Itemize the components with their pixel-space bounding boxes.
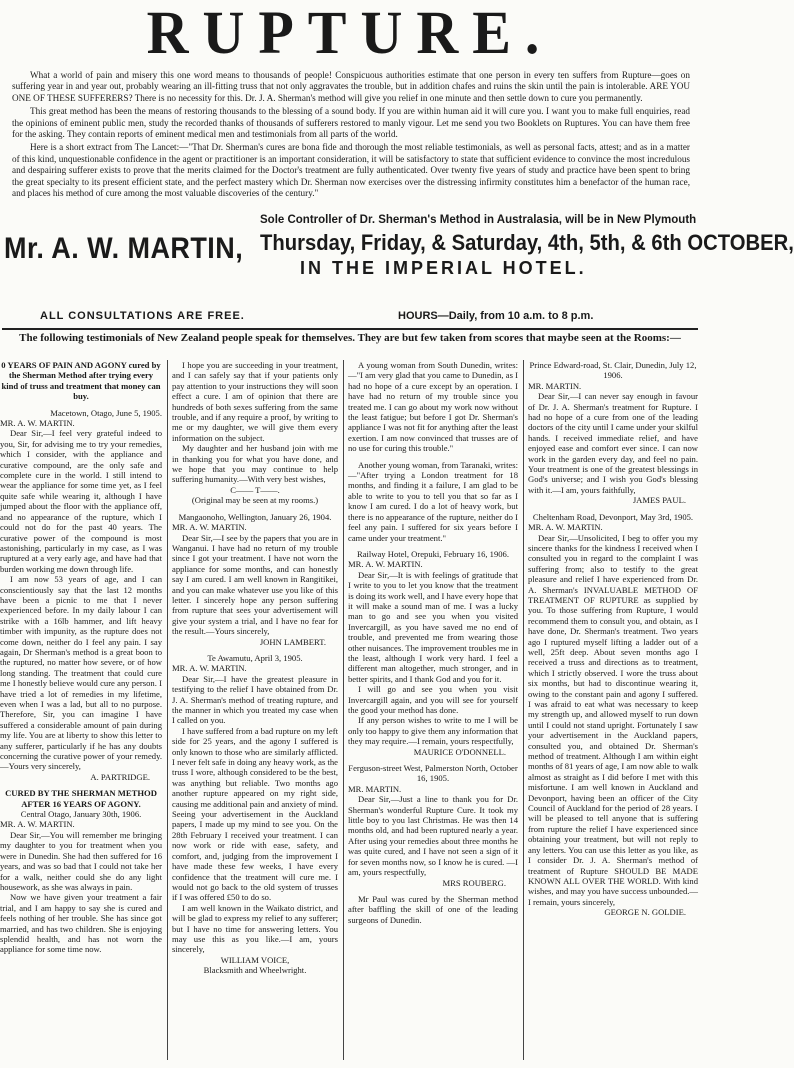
testimonial-body: Dear Sir,—Just a line to thank you for Dr. Sherman's wonderful Rupture Cure. It took my little boy to you last Christmas. He was then 14 months old, and had been ruptured nearly a year. After using your remedies about three months he was quite cured, and I have not seen a sign of it for seven months now, so I know he is cured. —I am, yours respectfully, — [348, 794, 518, 878]
testimonial-place: Central Otago, January 30th, 1906. — [20, 809, 142, 820]
testimonial-salutation: MR. A. W. MARTIN. — [0, 418, 75, 429]
testimonial-body: Dear Sir,—I feel very grateful indeed to you, Sir, for advising me to try your remedies, which I consider, with the appliance and curative compound, are the only safe and complete cure in the world. I still intend to wear the appliance for some time yet, as I feel quite safe while wearing it, although I have jumped about the floor with the appliance off, and no appearance of the rupture, which I could not do for the past 40 years. The curative power of the compound is most astonishing, particularly in my case, as I was ruptured at a very early age, and have had that burden working me down through life. — [0, 428, 162, 574]
testimonial-place: Ferguson-street West, Palmerston North, October 16, 1905. — [348, 763, 518, 784]
testimonial-signature: C—— T——. — [230, 484, 280, 495]
testimonial-salutation: MR. MARTIN. — [348, 783, 402, 794]
testimonial-salutation: MR. A. W. MARTIN. — [0, 819, 75, 830]
testimonial-body: I am well known in the Waikato district, and will be glad to express my relief to any sufferer; but I have no time for answering letters. You may use this as you like.—I am, yours sincerely, — [172, 902, 338, 955]
testimonial-body: A young woman from South Dunedin, writes:—"I am very glad that you came to Dunedin, as I had no hope of a cure except by an operation. I have had no return of my trouble since you treated me. I can go about my work now without the least fatigue; but before I got Dr. Sherman's appliance I was not fit for anything after the least exertion. I am now convinced that trusses are of no use for curing this trouble." — [348, 360, 518, 454]
testimonial-place: Prince Edward-road, St. Clair, Dunedin, July 12, 1906. — [529, 360, 697, 381]
testimonial-body: My daughter and her husband join with me in thanking you for what you have done, and we hope that you may continue to help suffering humanity.—With very best wishes, — [172, 443, 338, 485]
testimonial-place: Mangaonoho, Wellington, January 26, 1904. — [178, 511, 332, 522]
column-4 — [528, 360, 698, 1068]
testimonial-body: Dear Sir,—I have the greatest pleasure in testifying to the relief I have obtained from Dr. J. A. Sherman's method of treating rupture, and the manner in which you treated my case when I called on you. — [172, 673, 338, 726]
testimonial-body: Dear Sir,—You will remember me bringing my daughter to you for treatment when you were in Dunedin. She had then suffered for 16 years, and was so bad that I could not take her for a walk, neither could she do any light housework, as she was always in pain. — [0, 829, 162, 892]
column-2 — [172, 360, 338, 1068]
testimonial-body: Dear Sir,—I see by the papers that you are in Wanganui. I have had no return of my trouble since I got your treatment. I have not worn the appliance for some months, and can honestly say I am cured. I am well known in Rangitikei, and you can make whatever use you like of this letter. I sincerely hope any person suffering from rupture that sees your advertisement will give your system a trial, and I have no fear for the result.—Yours sincerely, — [172, 532, 338, 637]
testimonial-salutation: MR. A. W. MARTIN. — [528, 522, 603, 533]
testimonials-columns — [0, 360, 700, 1068]
testimonial-signature: MAURICE O'DONNELL. — [413, 746, 506, 757]
column-3 — [348, 360, 518, 1068]
headline: RUPTURE. — [146, 0, 554, 67]
column-1 — [0, 360, 162, 1068]
testimonial-place: Railway Hotel, Orepuki, February 16, 1906. — [356, 548, 510, 559]
testimonial-signature: JOHN LAMBERT. — [259, 636, 326, 647]
testimonial-signature: JAMES PAUL. — [632, 495, 686, 506]
martin-announcement — [4, 214, 794, 292]
testimonial-body: Dear Sir,—Unsolicited, I beg to offer you my sincere thanks for the kindness I received when I consulted you in regard to the complaint I was suffering from; also to testify to the great pleasure and relief I have experienced from Dr. A. Sherman's INVALUABLE METHOD OF TREATMENT OF RUPTURE as supplied by you. To those suffering from Rupture, I would recommend them to consult you, and obtain, as I have done, Dr. Sherman's treatment. Two years ago I ruptured myself lifting a ladder out of a well, 25ft deep. About seven months ago I received a truss and directions as to treatment, which I strictly observed. I wore the truss about six months, but had to discontinue wearing it, owing to the constant pain and agony I suffered. I was afraid to eat what was necessary to keep my strength up, and allowed myself to run down until I could not stand upright. Fortunately I saw your advertisement in the Auckland papers, consulted you, and obtained Dr. Sherman's method of treatment. Although I am within eight months of 81 years of age, I am now able to walk almost as straight as I did before I met with this misfortune. I am well known in Auckland and Devonport, having been an officer of the City Council of Auckland for the period of 28 years. I will be pleased to tell anyone that is suffering from rupture the relief I have experienced since obtaining your treatment, but will not reply to any letters. You can use this letter as you like, as I consider Dr. J. A. Sherman's method of treatment of Rupture SHOULD BE MADE KNOWN ALL OVER THE WORLD. With kind wishes, and may you have success unbounded.—I remain, yours sincerely, — [528, 532, 698, 907]
lancet-extract: Here is a short extract from The Lancet:—"That Dr. Sherman's cures are bona fide and thorough the most reliable testimonials, as well as personal facts, attest; and as in a matter of this kind, unquestionable confidence in the agent or practitioner is an important consideration, it will be satisfactory to state that sufficient evidence to convince the most incredulous and despairing sufferer exists to prove that the merits claimed for the Doctor's treatment are fully authenticated. Over twenty five years of study and practice have been spent to bring the great specialty to its present efficient state, and the perfect mastery which Dr. Sherman now exercises over the distressing infirmity constitutes him a benefactor of the human race, and places his method of cure among the most valuable discoveries of the century." — [12, 142, 690, 199]
testimonial-place: Macetown, Otago, June 5, 1905. — [50, 407, 162, 418]
testimonial-body: Now we have given your treatment a fair trial, and I am happy to say she is cured and feels nothing of her trouble. She has since got married, and has two children. She is enjoying splendid health, and has not worn the appliance for some time now. — [0, 892, 162, 955]
testimonial-salutation: MR. MARTIN. — [528, 380, 582, 391]
testimonial-heading: 0 YEARS OF PAIN AND AGONY cured by the Sherman Method after trying every kind of truss and treatment that money can buy. — [1, 360, 161, 402]
consultations-notice: ALL CONSULTATIONS ARE FREE. — [40, 310, 245, 322]
testimonial-signature: WILLIAM VOICE, — [220, 954, 290, 965]
testimonial-signature: GEORGE N. GOLDIE. — [604, 907, 686, 918]
testimonial-signature: A. PARTRIDGE. — [90, 771, 150, 782]
testimonial-signature: MRS ROUBERG. — [442, 877, 506, 888]
testimonial-body: Mr Paul was cured by the Sherman method after baffling the skill of one of the leading surgeons of Dunedin. — [348, 893, 518, 925]
testimonial-body: Another young woman, from Taranaki, writes:—"After trying a London treatment for 18 months, and finding it a failure, I am glad to be able to write to you to tell you that so far as I know I am cured. I do a lot of heavy work, but there is no appearance of the rupture, neither do I feel any pain. I suffered for six years before I came under your treatment." — [348, 459, 518, 543]
testimonial-body: If any person wishes to write to me I will be only too happy to give them any information that they may require.—I remain, yours respectfully, — [348, 715, 518, 747]
testimonial-signature-title: Blacksmith and Wheelwright. — [203, 965, 307, 976]
testimonial-salutation: MR. A. W. MARTIN. — [172, 663, 247, 674]
testimonial-body: I will go and see you when you visit Invercargill again, and you will see for yourself the good your method has done. — [348, 684, 518, 715]
testimonial-body: I have suffered from a bad rupture on my left side for 25 years, and the agony I suffered is only known to those who are similarly afflicted. I never felt safe in doing any heavy work, as the truss I wore, although considered to be the best, was anything but reliable. Two months ago another rupture appeared on my right side, causing me additional pain and anxiety of mind. Seeing your advertisement in the Auckland papers, I made up my mind to see you. On the 28th February I received your treatment. I can now work or ride with ease, safety, and comfort, and, judging from the improvement I have made these few weeks, I have every confidence that the treatment will cure me. I would not go back to the old system of trusses if I was offered £50 to do so. — [172, 725, 338, 903]
divider — [2, 328, 698, 330]
testimonial-note: (Original may be seen at my rooms.) — [191, 495, 319, 506]
martin-name: Mr. A. W. MARTIN, — [4, 232, 244, 265]
testimonial-salutation: MR. A. W. MARTIN. — [348, 559, 423, 570]
testimonial-body: I am now 53 years of age, and I can conscientiously say that the last 12 months have been a picnic to me that I never experienced before. In my daily labour I can strike with a 16lb hammer, and lift heavy timber with impunity, as the rupture does not come down, neither do I feel any pain. I say again, Dr Sherman's method is a great boon to the ruptured, no matter how severe, or of how long standing. The treatment that could cure me I honestly believe would cure any person. I have tried a lot of remedies in my lifetime, even when I was a lad, but all to no purpose. Therefore, Sir, you can imagine I have suffered a considerable amount of pain during my life. You are at liberty to show this letter to any sufferer, particularly if he has any doubts concerning the curative power of your remedy.—Yours very sincerely, — [0, 574, 162, 772]
testimonial-salutation: MR. A. W. MARTIN. — [172, 522, 247, 533]
testimonial-place: Te Awamutu, April 3, 1905. — [207, 652, 303, 663]
visit-dates: Thursday, Friday, & Saturday, 4th, 5th, & 6th OCTOBER, — [260, 230, 794, 255]
intro-paragraph: What a world of pain and misery this one word means to thousands of people! Conspicuous authorities estimate that one person in every ten suffers from Rupture—goes on suffering year in and year out, probably wearing an ill-fitting truss that not only aggravates the trouble, but in addition chafes and ruins the skin until the pain is intolerable. ARE YOU ONE OF THESE SUFFERERS? There is no necessity for this. Dr. J. A. Sherman's method will give you relief in one minute and then settle down to cure you permanently. — [12, 70, 690, 103]
testimonial-body: I hope you are succeeding in your treatment, and I can safely say that if your patients only pay attention to your instructions they will soon effect a cure. I am of opinion that there are hundreds of both sexes suffering from the same trouble, and if any require a proof, by writing to me or my daughter, we will give them every information on the subject. — [172, 360, 338, 443]
testimonial-place: Cheltenham Road, Devonport, May 3rd, 1905. — [532, 511, 694, 522]
testimonial-heading: CURED BY THE SHERMAN METHOD AFTER 16 YEARS OF AGONY. — [5, 788, 157, 809]
testimonial-body: Dear Sir,—It is with feelings of gratitude that I write to you to let you know that the treatment is doing its work well, and I have every hope that it will make a sound man of me. I was a lucky man to go and see you when you visited Invercargill, as you have saved me no end of trouble, and prevented me from wearing those other nuisances. The improvement troubles me in the least, although I work very hard. I feel a different man altogether, much stronger, and in better spirits, and I thank God and you for it. — [348, 569, 519, 684]
hours-notice: HOURS—Daily, from 10 a.m. to 8 p.m. — [398, 310, 594, 322]
martin-role: Sole Controller of Dr. Sherman's Method in Australasia, will be in New Plymouth — [260, 214, 697, 226]
intro-paragraph: This great method has been the means of restoring thousands to the blessing of a sound body. If you are within human aid it will cure you. I want you to make full enquiries, read the opinions of eminent public men, study the recorded thanks of thousands of sufferers restored to manly vigour. Let me send you two Booklets on Ruptures. You can have them free for the asking. They contain reports of eminent medical men and testimonials from all parts of the world. — [12, 106, 690, 140]
testimonial-body: Dear Sir,—I can never say enough in favour of Dr. J. A. Sherman's treatment for Rupture. I had no hope of a cure from one of the leading doctors of the city until I came under your skilful hands. I received immediate relief, and have enjoyed ease and comfort ever since. I can now work in the garden every day, and feel no pain. Your treatment is one of the greatest blessings in God's universe; and I wish you God's blessing with it.—I am, yours faithfully, — [528, 391, 698, 495]
visit-venue: IN THE IMPERIAL HOTEL. — [300, 258, 587, 278]
intro-section — [12, 70, 690, 201]
testimonials-heading: The following testimonials of New Zealand people speak for themselves. They are but few taken from scores that maybe seen at the Rooms:— — [19, 332, 681, 344]
